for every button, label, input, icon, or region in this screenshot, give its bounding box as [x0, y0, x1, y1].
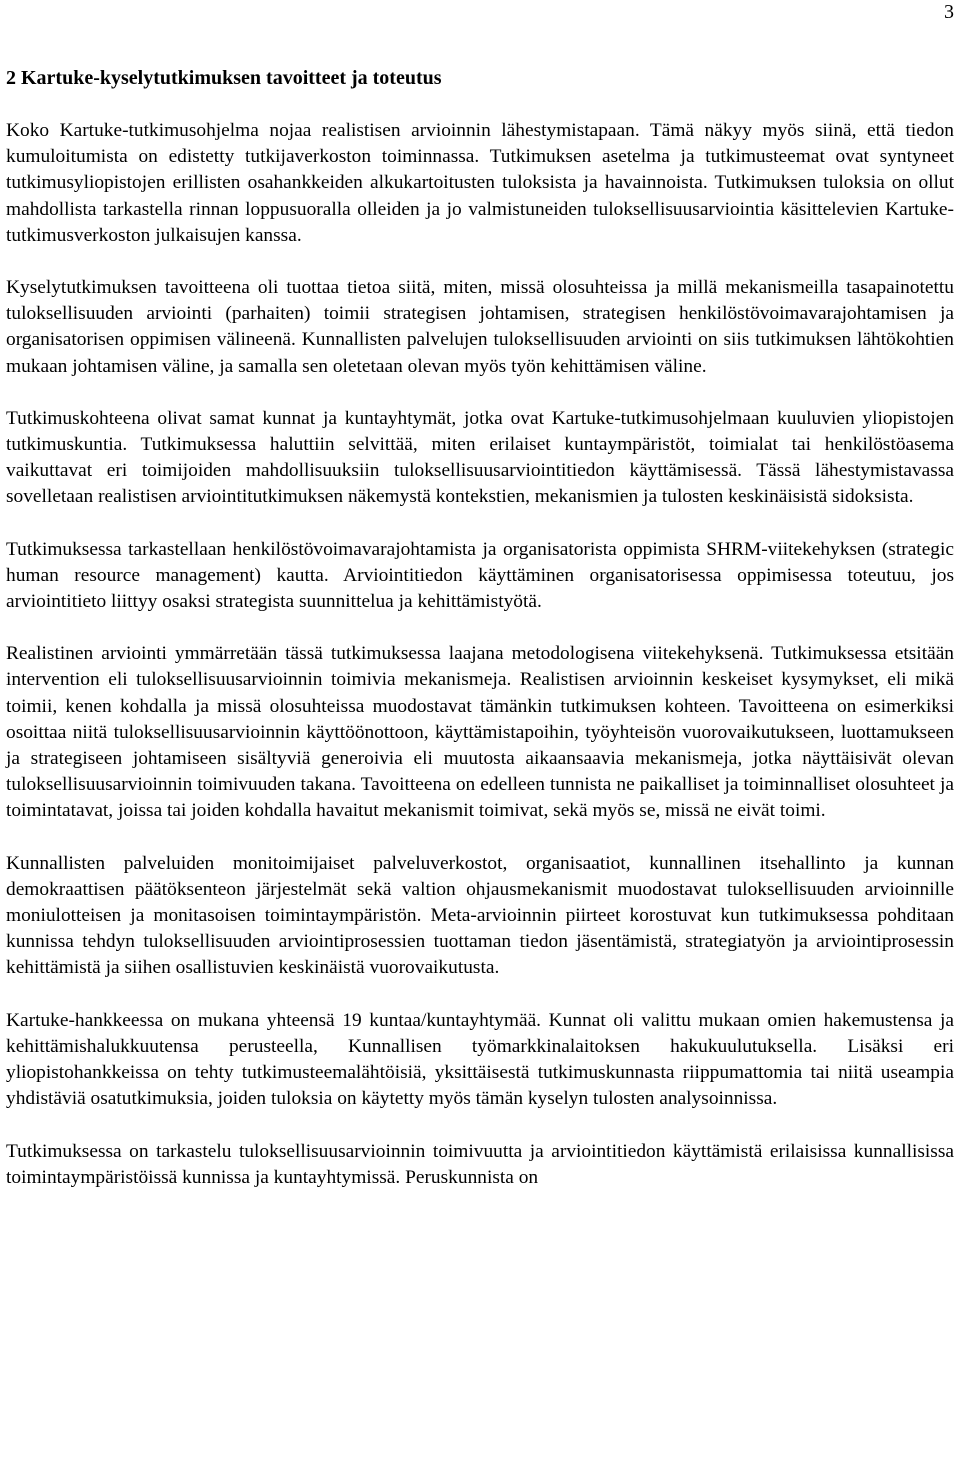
paragraph: Tutkimuskohteena olivat samat kunnat ja kuntayhtymät, jotka ovat Kartuke-tutkimusohjelmaan kuuluvien yliopistojen tutkimuskuntia. Tutkimuksessa haluttiin selvittää, miten erilaiset kuntaympäristöt, toimialat tai henkilöstöasema vaikuttavat eri toimijoiden mahdollisuuksiin tuloksellisuusarviointitiedon käyttämisessä. Tässä lähestymistavassa sovelletaan realistisen arviointitutkimuksen näkemystä kontekstien, mekanismien ja tulosten keskinäisistä sidoksista. [6, 407, 954, 508]
paragraph: Tutkimuksessa tarkastellaan henkilöstövoimavarajohtamista ja organisatorista oppimista SHRM-viitekehyksen (strategic human resource management) kautta. Arviointitiedon käyttäminen organisatorisessa oppimisessa toteutuu, jos arviointitieto liittyy osaksi strategista suunnittelua ja kehittämistyötä. [6, 538, 954, 613]
paragraph: Kyselytutkimuksen tavoitteena oli tuottaa tietoa siitä, miten, missä olosuhteissa ja millä mekanismeilla tasapainotettu tuloksellisuuden arviointi (parhaiten) toimii strategisen johtamisen, strategisen henkilöstövoimavarajohtamisen ja organisatorisen oppimisen välineenä. Kunnallisten palvelujen tuloksellisuuden arviointi on siis tutkimuksen lähtökohtien mukaan johtamisen väline, ja samalla sen oletetaan olevan myös työn kehittämisen väline. [6, 277, 954, 377]
page-number: 3 [944, 1, 954, 23]
paragraph: Kartuke-hankkeessa on mukana yhteensä 19 kuntaa/kuntayhtymää. Kunnat oli valittu mukaan omien hakemustensa ja kehittämishalukkuutensa perusteella, Kunnallisen työmarkkinalaitoksen hakukuulutuksella. Lisäksi eri yliopistohankkeissa on tehty tutkimusteemalähtöisiä, yksittäisestä tutkimuskunnasta riippumattomia tai niitä useampia yhdistäviä osatutkimuksia, joiden tuloksia on käytetty myös tämän kyselyn tulosten analysoinnissa. [6, 1009, 954, 1110]
paragraph: Realistinen arviointi ymmärretään tässä tutkimuksessa laajana metodologisena viitekehyksenä. Tutkimuksessa etsitään intervention eli tuloksellisuusarvioinnin toimivia mekanismeja. Realistisen arvioinnin keskeiset kysymykset, eli mikä toimii, kenen kohdalla ja missä olosuhteissa muodostavat tämänkin tutkimuksen kohteen. Tavoitteena on esimerkiksi osoittaa niitä tuloksellisuusarvioinnin käyttöönottoon, käyttämistapoihin, työyhteisön vuorovaikutukseen, luottamukseen ja strategiseen johtamiseen sisältyviä generoivia eli muutosta aikaansaavia mekanismeja, jotka näyttäisivät olevan tuloksellisuusarvioinnin toimivuuden takana. Tavoitteena on edelleen tunnista ne paikalliset ja toiminnalliset olosuhteet ja toimintatavat, joissa tai joiden kohdalla havaitut mekanismit toimivat, sekä myös se, missä ne eivät toimi. [6, 643, 954, 822]
paragraph: Koko Kartuke-tutkimusohjelma nojaa realistisen arvioinnin lähestymistapaan. Tämä näkyy myös siinä, että tiedon kumuloitumista on edistetty tutkijaverkoston toiminnassa. Tutkimuksen asetelma ja tutkimusteemat ovat syntyneet tutkimusyliopistojen erillisten osahankkeiden alkukartoitusten tuloksista ja havainnoista. Tutkimuksen tuloksia on ollut mahdollista tarkastella rinnan loppusuoralla olleiden ja jo valmistuneiden tuloksellisuusarviointia käsittelevien Kartuke-tutkimusverkoston julkaisujen kanssa. [6, 120, 954, 246]
section-heading: 2 Kartuke-kyselytutkimuksen tavoitteet ja toteutus [6, 67, 442, 89]
paragraph: Tutkimuksessa on tarkastelu tuloksellisuusarvioinnin toimivuutta ja arviointitiedon käyttämistä erilaisissa kunnallisissa toimintaympäristöissä kunnissa ja kuntayhtymissä. Peruskunnista on [6, 1140, 954, 1188]
document-body [6, 64, 954, 1217]
paragraph: Kunnallisten palveluiden monitoimijaiset palveluverkostot, organisaatiot, kunnallinen itsehallinto ja kunnan demokraattisen päätöksenteon järjestelmät sekä valtion ohjausmekanismit muodostavat tuloksellisuuden arvioinnille moniulotteisen ja monitasoisen toimintaympäristön. Meta-arvioinnin piirteet korostuvat kun tutkimuksessa pohditaan kunnissa tehdyn tuloksellisuuden arviointiprosessien tuottaman tiedon jäsentämistä, strategiatyön ja arviointiprosessin kehittämistä ja siihen osallistuvien keskinäistä vuorovaikutusta. [6, 852, 954, 979]
